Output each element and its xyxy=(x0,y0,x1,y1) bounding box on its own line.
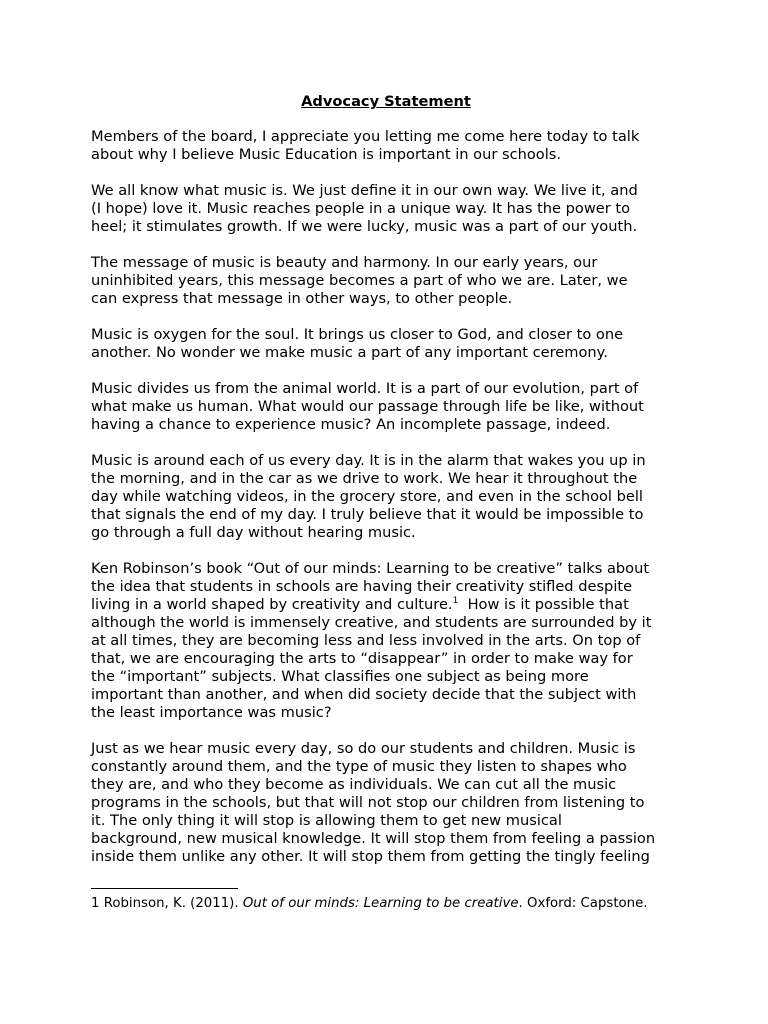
paragraph-intro xyxy=(91,128,681,164)
footnote-separator xyxy=(91,888,238,889)
text-line: the idea that students in schools are having their creativity stifled despite xyxy=(91,578,633,595)
text-line: (I hope) love it. Music reaches people in a unique way. It has the power to xyxy=(91,200,631,217)
text-line: Ken Robinson’s book “Out of our minds: Learning to be creative” talks about xyxy=(91,560,650,577)
paragraph-students-and-children xyxy=(91,740,681,866)
text-line: constantly around them, and the type of music they listen to shapes who xyxy=(91,758,627,775)
text-line: We all know what music is. We just define it in our own way. We live it, and xyxy=(91,182,638,199)
document-page xyxy=(91,93,681,884)
paragraph-what-music-is xyxy=(91,182,681,236)
text-line-with-footnote xyxy=(91,596,681,614)
text-line: another. No wonder we make music a part of any important ceremony. xyxy=(91,344,608,361)
paragraph-animal-world xyxy=(91,380,681,434)
text-line: inside them unlike any other. It will stop them from getting the tingly feeling xyxy=(91,848,650,865)
text-line: at all times, they are becoming less and less involved in the arts. On top of xyxy=(91,632,641,649)
text-line: about why I believe Music Education is important in our schools. xyxy=(91,146,562,163)
text-line: uninhibited years, this message becomes a part of who we are. Later, we xyxy=(91,272,628,289)
text-line: can express that message in other ways, to other people. xyxy=(91,290,513,307)
footnote-citation-end: . Oxford: Capstone. xyxy=(518,896,648,911)
footnote-reference[interactable]: 1 xyxy=(452,596,459,607)
paragraph-message-of-music xyxy=(91,254,681,308)
text-line: important than another, and when did society decide that the subject with xyxy=(91,686,637,703)
document-title: Advocacy Statement xyxy=(301,93,471,110)
text-line: having a chance to experience music? An incomplete passage, indeed. xyxy=(91,416,611,433)
text-line: Members of the board, I appreciate you letting me come here today to talk xyxy=(91,128,640,145)
text-line: what make us human. What would our passage through life be like, without xyxy=(91,398,644,415)
text-line: The message of music is beauty and harmony. In our early years, our xyxy=(91,254,598,271)
text-line: although the world is immensely creative, and students are surrounded by it xyxy=(91,614,652,631)
paragraph-oxygen-for-soul xyxy=(91,326,681,362)
text-line: that, we are encouraging the arts to “disappear” in order to make way for xyxy=(91,650,633,667)
text-line: day while watching videos, in the grocery store, and even in the school bell xyxy=(91,488,643,505)
text-line: heel; it stimulates growth. If we were lucky, music was a part of our youth. xyxy=(91,218,638,235)
footnote xyxy=(91,896,648,912)
text-segment: living in a world shaped by creativity and culture. xyxy=(91,596,453,613)
text-segment: How is it possible that xyxy=(458,596,629,613)
text-line: Music is around each of us every day. It is in the alarm that wakes you up in xyxy=(91,452,646,469)
text-line: it. The only thing it will stop is allowing them to get new musical xyxy=(91,812,562,829)
text-line: they are, and who they become as individuals. We can cut all the music xyxy=(91,776,617,793)
text-line: Just as we hear music every day, so do our students and children. Music is xyxy=(91,740,636,757)
text-line: background, new musical knowledge. It will stop them from feeling a passion xyxy=(91,830,656,847)
footnote-number: 1 xyxy=(91,896,100,911)
text-line: that signals the end of my day. I truly believe that it would be impossible to xyxy=(91,506,644,523)
paragraph-every-day xyxy=(91,452,681,542)
text-line: go through a full day without hearing music. xyxy=(91,524,416,541)
text-line: programs in the schools, but that will not stop our children from listening to xyxy=(91,794,645,811)
text-line: Music divides us from the animal world. It is a part of our evolution, part of xyxy=(91,380,639,397)
text-line: Music is oxygen for the soul. It brings us closer to God, and closer to one xyxy=(91,326,624,343)
text-line: the morning, and in the car as we drive to work. We hear it throughout the xyxy=(91,470,638,487)
footnote-book-title: Out of our minds: Learning to be creative xyxy=(242,896,519,911)
text-line: the “important” subjects. What classifies one subject as being more xyxy=(91,668,589,685)
footnote-citation-start: Robinson, K. (2011). xyxy=(99,896,243,911)
paragraph-ken-robinson xyxy=(91,560,681,722)
text-line: the least importance was music? xyxy=(91,704,332,721)
